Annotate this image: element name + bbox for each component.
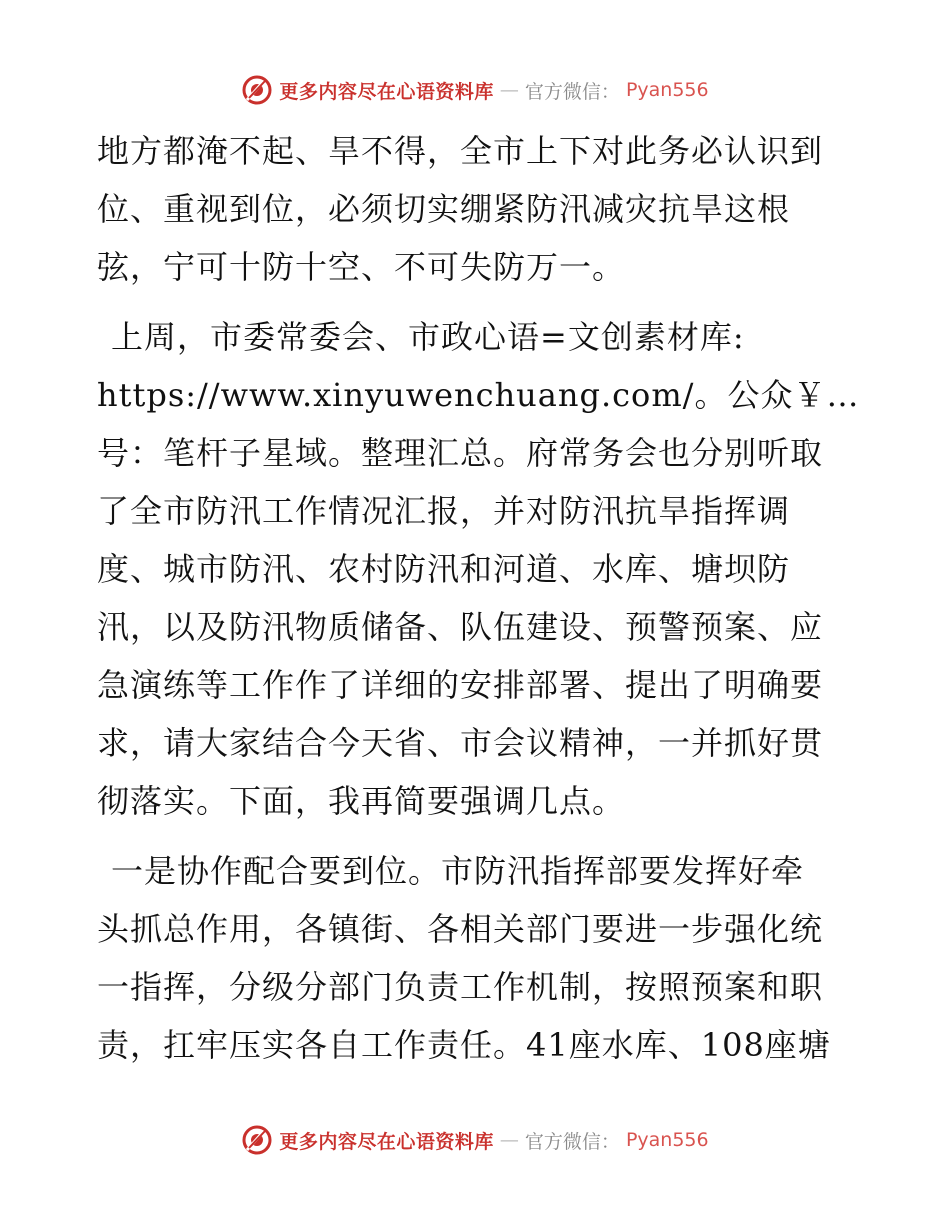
paragraph-3 bbox=[97, 842, 857, 1074]
text-line: 位、重视到位，必须切实绷紧防汛减灾抗旱这根 bbox=[97, 190, 791, 228]
text-line: 头抓总作用，各镇街、各相关部门要进一步强化统 bbox=[97, 910, 824, 948]
footer-brand-text: 更多内容尽在心语资料库 bbox=[279, 1130, 494, 1153]
paragraph-1 bbox=[97, 122, 857, 296]
footer-account: Pyan556 bbox=[625, 1129, 709, 1151]
header-brand-text: 更多内容尽在心语资料库 bbox=[279, 80, 494, 103]
footer-brand bbox=[241, 1124, 708, 1156]
header-dash: — bbox=[499, 79, 519, 101]
text-line: 责，扛牢压实各自工作责任。41座水库、108座塘 bbox=[97, 1026, 831, 1064]
header-official-label: 官方微信： bbox=[524, 80, 620, 103]
text-line: 急演练等工作作了详细的安排部署、提出了明确要 bbox=[97, 666, 824, 704]
text-line: 汛，以及防汛物质储备、队伍建设、预警预案、应 bbox=[97, 608, 824, 646]
text-line: 一指挥，分级分部门负责工作机制，按照预案和职 bbox=[97, 968, 824, 1006]
paragraph-2 bbox=[97, 308, 860, 830]
text-line bbox=[97, 842, 857, 900]
text-line: 度、城市防汛、农村防汛和河道、水库、塘坝防 bbox=[97, 550, 791, 588]
text-line: https://www.xinyuwenchuang.com/。公众￥… bbox=[97, 376, 860, 414]
text-line bbox=[97, 308, 857, 366]
text-line: 了全市防汛工作情况汇报，并对防汛抗旱指挥调 bbox=[97, 492, 791, 530]
page-footer bbox=[0, 1120, 950, 1160]
brand-logo-icon bbox=[241, 74, 273, 106]
text-line-content: 上周，市委常委会、市政心语=文创素材库: bbox=[111, 318, 745, 356]
footer-official-label: 官方微信： bbox=[524, 1130, 620, 1153]
text-line: 地方都淹不起、旱不得，全市上下对此务必认识到 bbox=[97, 132, 824, 170]
header-account: Pyan556 bbox=[625, 79, 709, 101]
page-header bbox=[0, 70, 950, 110]
footer-dash: — bbox=[499, 1129, 519, 1151]
text-line: 弦，宁可十防十空、不可失防万一。 bbox=[97, 248, 626, 286]
document-body bbox=[97, 122, 860, 1074]
brand-logo-icon bbox=[241, 1124, 273, 1156]
text-line: 号：笔杆子星域。整理汇总。府常务会也分别听取 bbox=[97, 434, 824, 472]
text-line: 彻落实。下面，我再简要强调几点。 bbox=[97, 782, 626, 820]
header-brand bbox=[241, 74, 708, 106]
text-line-content: 一是协作配合要到位。市防汛指挥部要发挥好牵 bbox=[111, 852, 805, 890]
text-line: 求，请大家结合今天省、市会议精神，一并抓好贯 bbox=[97, 724, 824, 762]
